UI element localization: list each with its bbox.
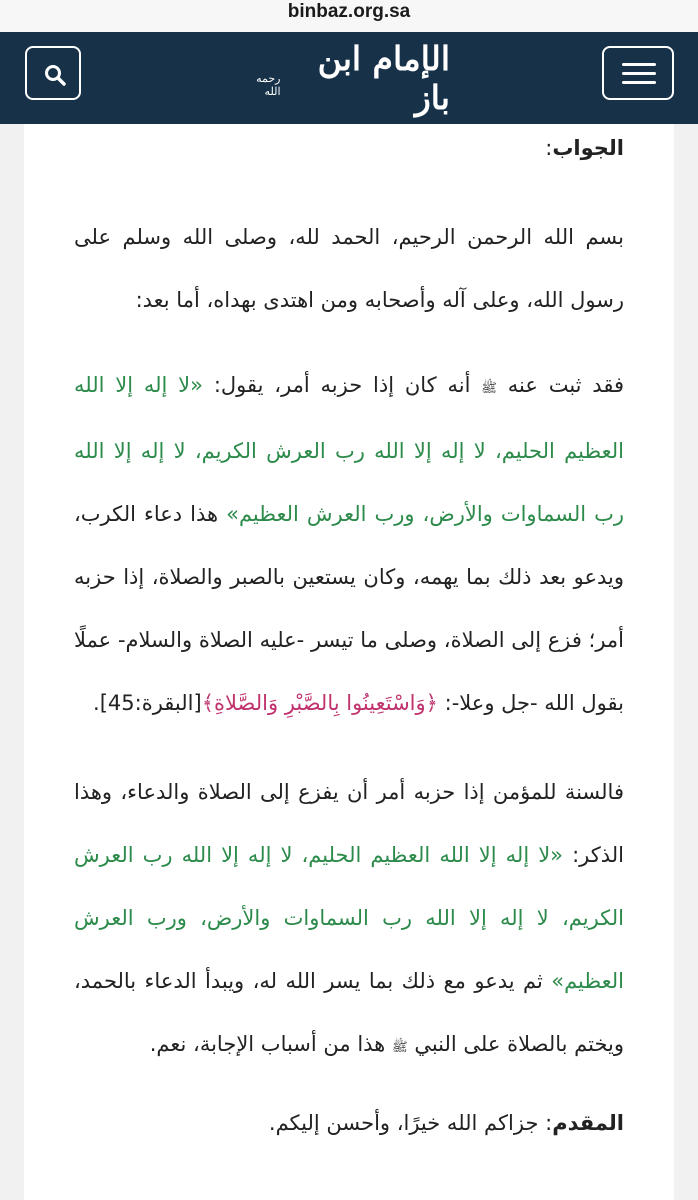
presenter-label: المقدم [552,1111,624,1135]
answer-heading [74,128,624,168]
logo-honorific: رحمه الله [256,72,281,98]
p3-text-b: ثم يدعو مع ذلك بما يسر الله له، ويبدأ الدعاء بالحمد، ويختم بالصلاة على النبي [74,969,624,1056]
presenter-text: : جزاكم الله خيرًا، وأحسن إليكم. [268,1111,553,1135]
menu-button[interactable] [602,46,674,100]
page-gutter-left [0,124,24,1200]
search-button[interactable] [25,46,81,100]
page-gutter-right [674,124,698,1200]
p2-text-c: هذا دعاء الكرب، ويدعو بعد ذلك بما يهمه، وكان يستعين بالصبر والصلاة، إذا حزبه أمر؛ فزع إلى الصلاة، وصلى ما تيسر -عليه الصلاة والسلام- عملًا بقول الله -جل وعلا-: [74,502,624,715]
p2-text-a: فقد ثبت عنه [496,373,624,397]
p2-text-b: أنه كان إذا حزبه أمر، يقول: [203,373,482,397]
answer-label: الجواب [552,136,624,160]
p3-text-a: فالسنة للمؤمن إذا حزبه أمر أن يفزع إلى الصلاة والدعاء، وهذا الذكر: [74,780,624,867]
hadith-quote: «لا إله إلا الله العظيم الحليم، لا إله إلا الله رب العرش الكريم، لا إله إلا الله رب السماوات والأرض، ورب العرش العظيم» [74,373,625,526]
search-icon [43,63,67,87]
verse-reference: [البقرة:45]. [93,691,202,715]
logo-text: الإمام ابن باز [317,39,450,117]
presenter-line [74,1103,624,1143]
salawat-glyph-2: ﷺ [391,1040,408,1055]
browser-url-bar[interactable] [0,0,698,32]
answer-colon: : [545,136,553,160]
site-header [0,32,698,124]
paragraph-hadith [74,354,624,735]
paragraph-intro: بسم الله الرحمن الرحيم، الحمد لله، وصلى الله وسلم على رسول الله، وعلى آله وأصحابه ومن اهتدى بهداه، أما بعد: [74,225,624,312]
dhikr-quote: «لا إله إلا الله العظيم الحليم، لا إله إلا الله رب العرش الكريم، لا إله إلا الله رب السماوات والأرض، ورب العرش العظيم» [74,843,624,993]
paragraph-sunnah [74,761,624,1079]
salawat-glyph: ﷺ [481,381,497,396]
url-text: binbaz.org.sa [287,1,411,22]
article-content [24,124,674,1200]
quran-verse-link[interactable]: ﴿وَاسْتَعِينُوا بِالصَّبْرِ وَالصَّلاةِ﴾ [201,691,438,715]
p3-text-c: هذا من أسباب الإجابة، نعم. [149,1032,392,1056]
site-logo[interactable] [240,40,450,116]
